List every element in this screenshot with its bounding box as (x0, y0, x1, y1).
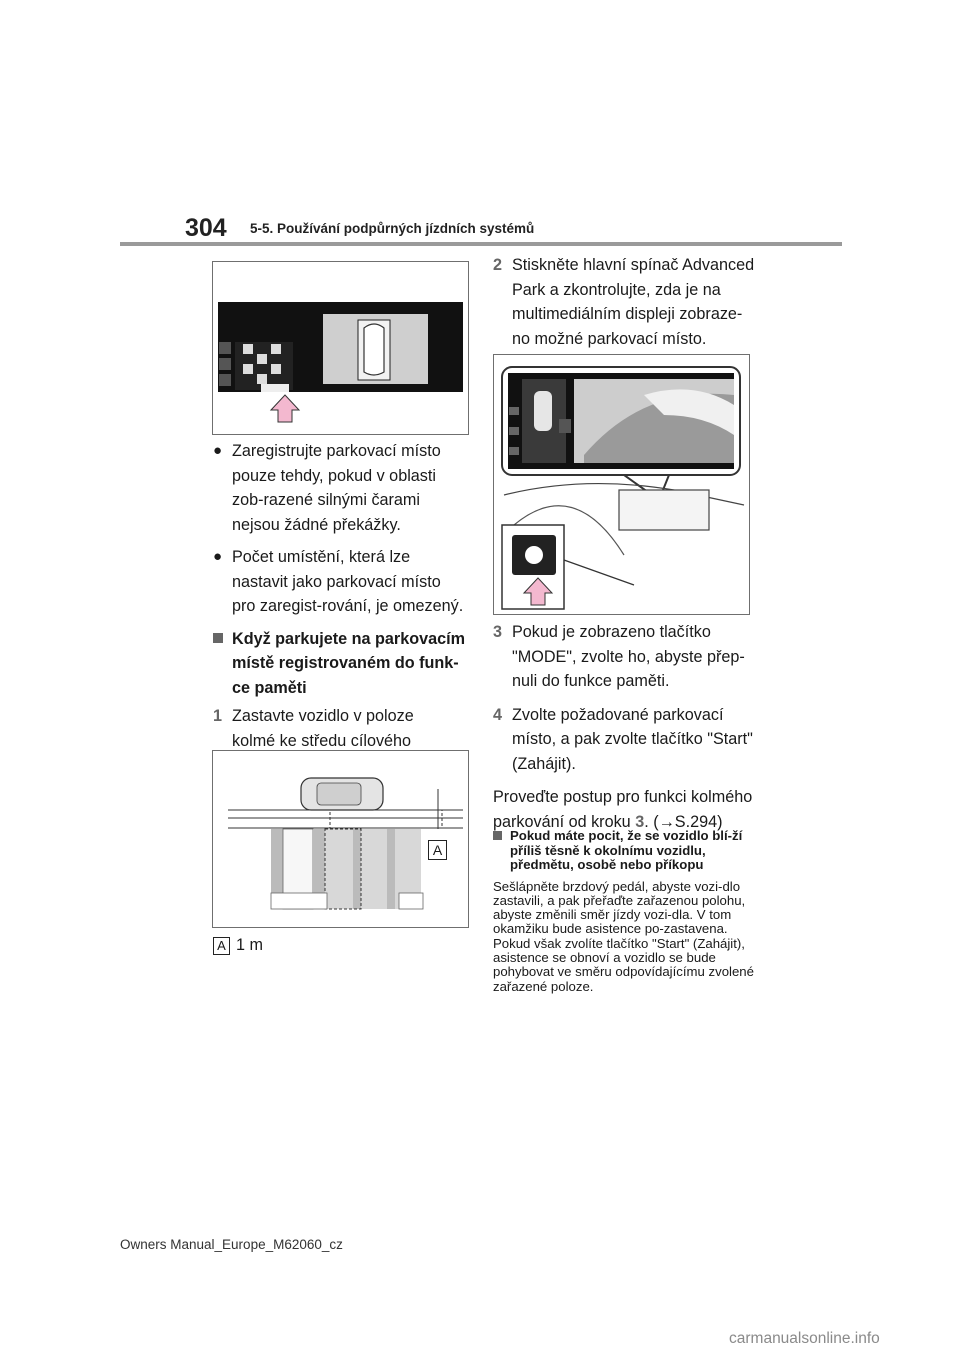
step-number: 4 (493, 705, 503, 724)
bullet-text: Počet umístění, která lze nastavit jako parkovací místo pro zaregist-rování, je omezený. (232, 548, 464, 615)
figure-parking-screen (212, 261, 469, 435)
procedure-text-a: Proveďte postup pro funkci kolmého parkování od kroku (493, 788, 753, 831)
bullet-icon: ● (213, 548, 223, 565)
note-heading (493, 829, 756, 873)
figure-parking-lot (212, 750, 469, 928)
step-number: 3 (493, 623, 503, 641)
subsection-heading-text: Když parkujete na parkovacím místě registrovaném do funk-ce paměti (232, 629, 466, 697)
watermark: carmanualsonline.info (729, 1330, 880, 1347)
bullet-item (213, 439, 468, 537)
figure-callout-a: A (428, 840, 447, 860)
step-3 (493, 620, 756, 694)
header-rule (120, 242, 842, 246)
page-number: 304 (185, 214, 227, 242)
footer-manual-id: Owners Manual_Europe_M62060_cz (120, 1237, 343, 1252)
note-heading-text: Pokud máte pocit, že se vozidlo blí-ží příliš těsně k okolnímu vozidlu, předmětu, osobě nebo příkopu (510, 828, 743, 872)
step-text: Pokud je zobrazeno tlačítko "MODE", zvolte ho, abyste přep-nuli do funkce paměti. (512, 623, 745, 690)
procedure-page-link[interactable]: . (→S.294) (644, 812, 723, 831)
step-4 (493, 703, 756, 777)
bullet-item (213, 545, 468, 619)
step-2 (493, 253, 756, 351)
section-title: 5-5. Používání podpůrných jízdních systémů (250, 221, 535, 236)
bullet-text: Zaregistrujte parkovací místo pouze tehdy, pokud v oblasti zob-razené silnými čarami nejsou žádné překážky. (232, 442, 441, 534)
step-number: 2 (493, 256, 503, 274)
square-marker-icon (493, 829, 510, 873)
procedure-step-ref: 3 (635, 812, 645, 831)
step-text: Zastavte vozidlo v poloze kolmé ke středu cílového (232, 707, 414, 750)
figure-cockpit-display (493, 354, 750, 615)
legend-text: 1 m (236, 936, 263, 954)
subsection-heading (213, 627, 468, 701)
step-text: Zvolte požadované parkovací místo, a pak zvolte tlačítko "Start" (Zahájit). (512, 705, 753, 773)
procedure-text (493, 785, 756, 834)
note-text: Sešlápněte brzdový pedál, abyste vozi-dlo zastavili, a pak přeřaďte zařazenou polohu, abyste změnili směr jízdy vozi-dla. V tom okamžiku bude asistence po-zastavena. Pokud však zvolíte tlačítko "Start" (Zahájit), asistence se obnoví a vozidlo se bude pohybovat ve směru odpovídajícímu zvolené zařazené poloze. (493, 878, 754, 994)
bullet-icon: ● (213, 442, 223, 459)
legend-letter-a: A (213, 937, 230, 955)
step-number: 1 (213, 707, 223, 725)
step-text: Stiskněte hlavní spínač Advanced Park a zkontrolujte, zda je na multimediálním displeji zobraze-no možné parkovací místo. (512, 256, 755, 348)
legend-row (213, 933, 263, 958)
square-marker-icon (213, 627, 232, 701)
